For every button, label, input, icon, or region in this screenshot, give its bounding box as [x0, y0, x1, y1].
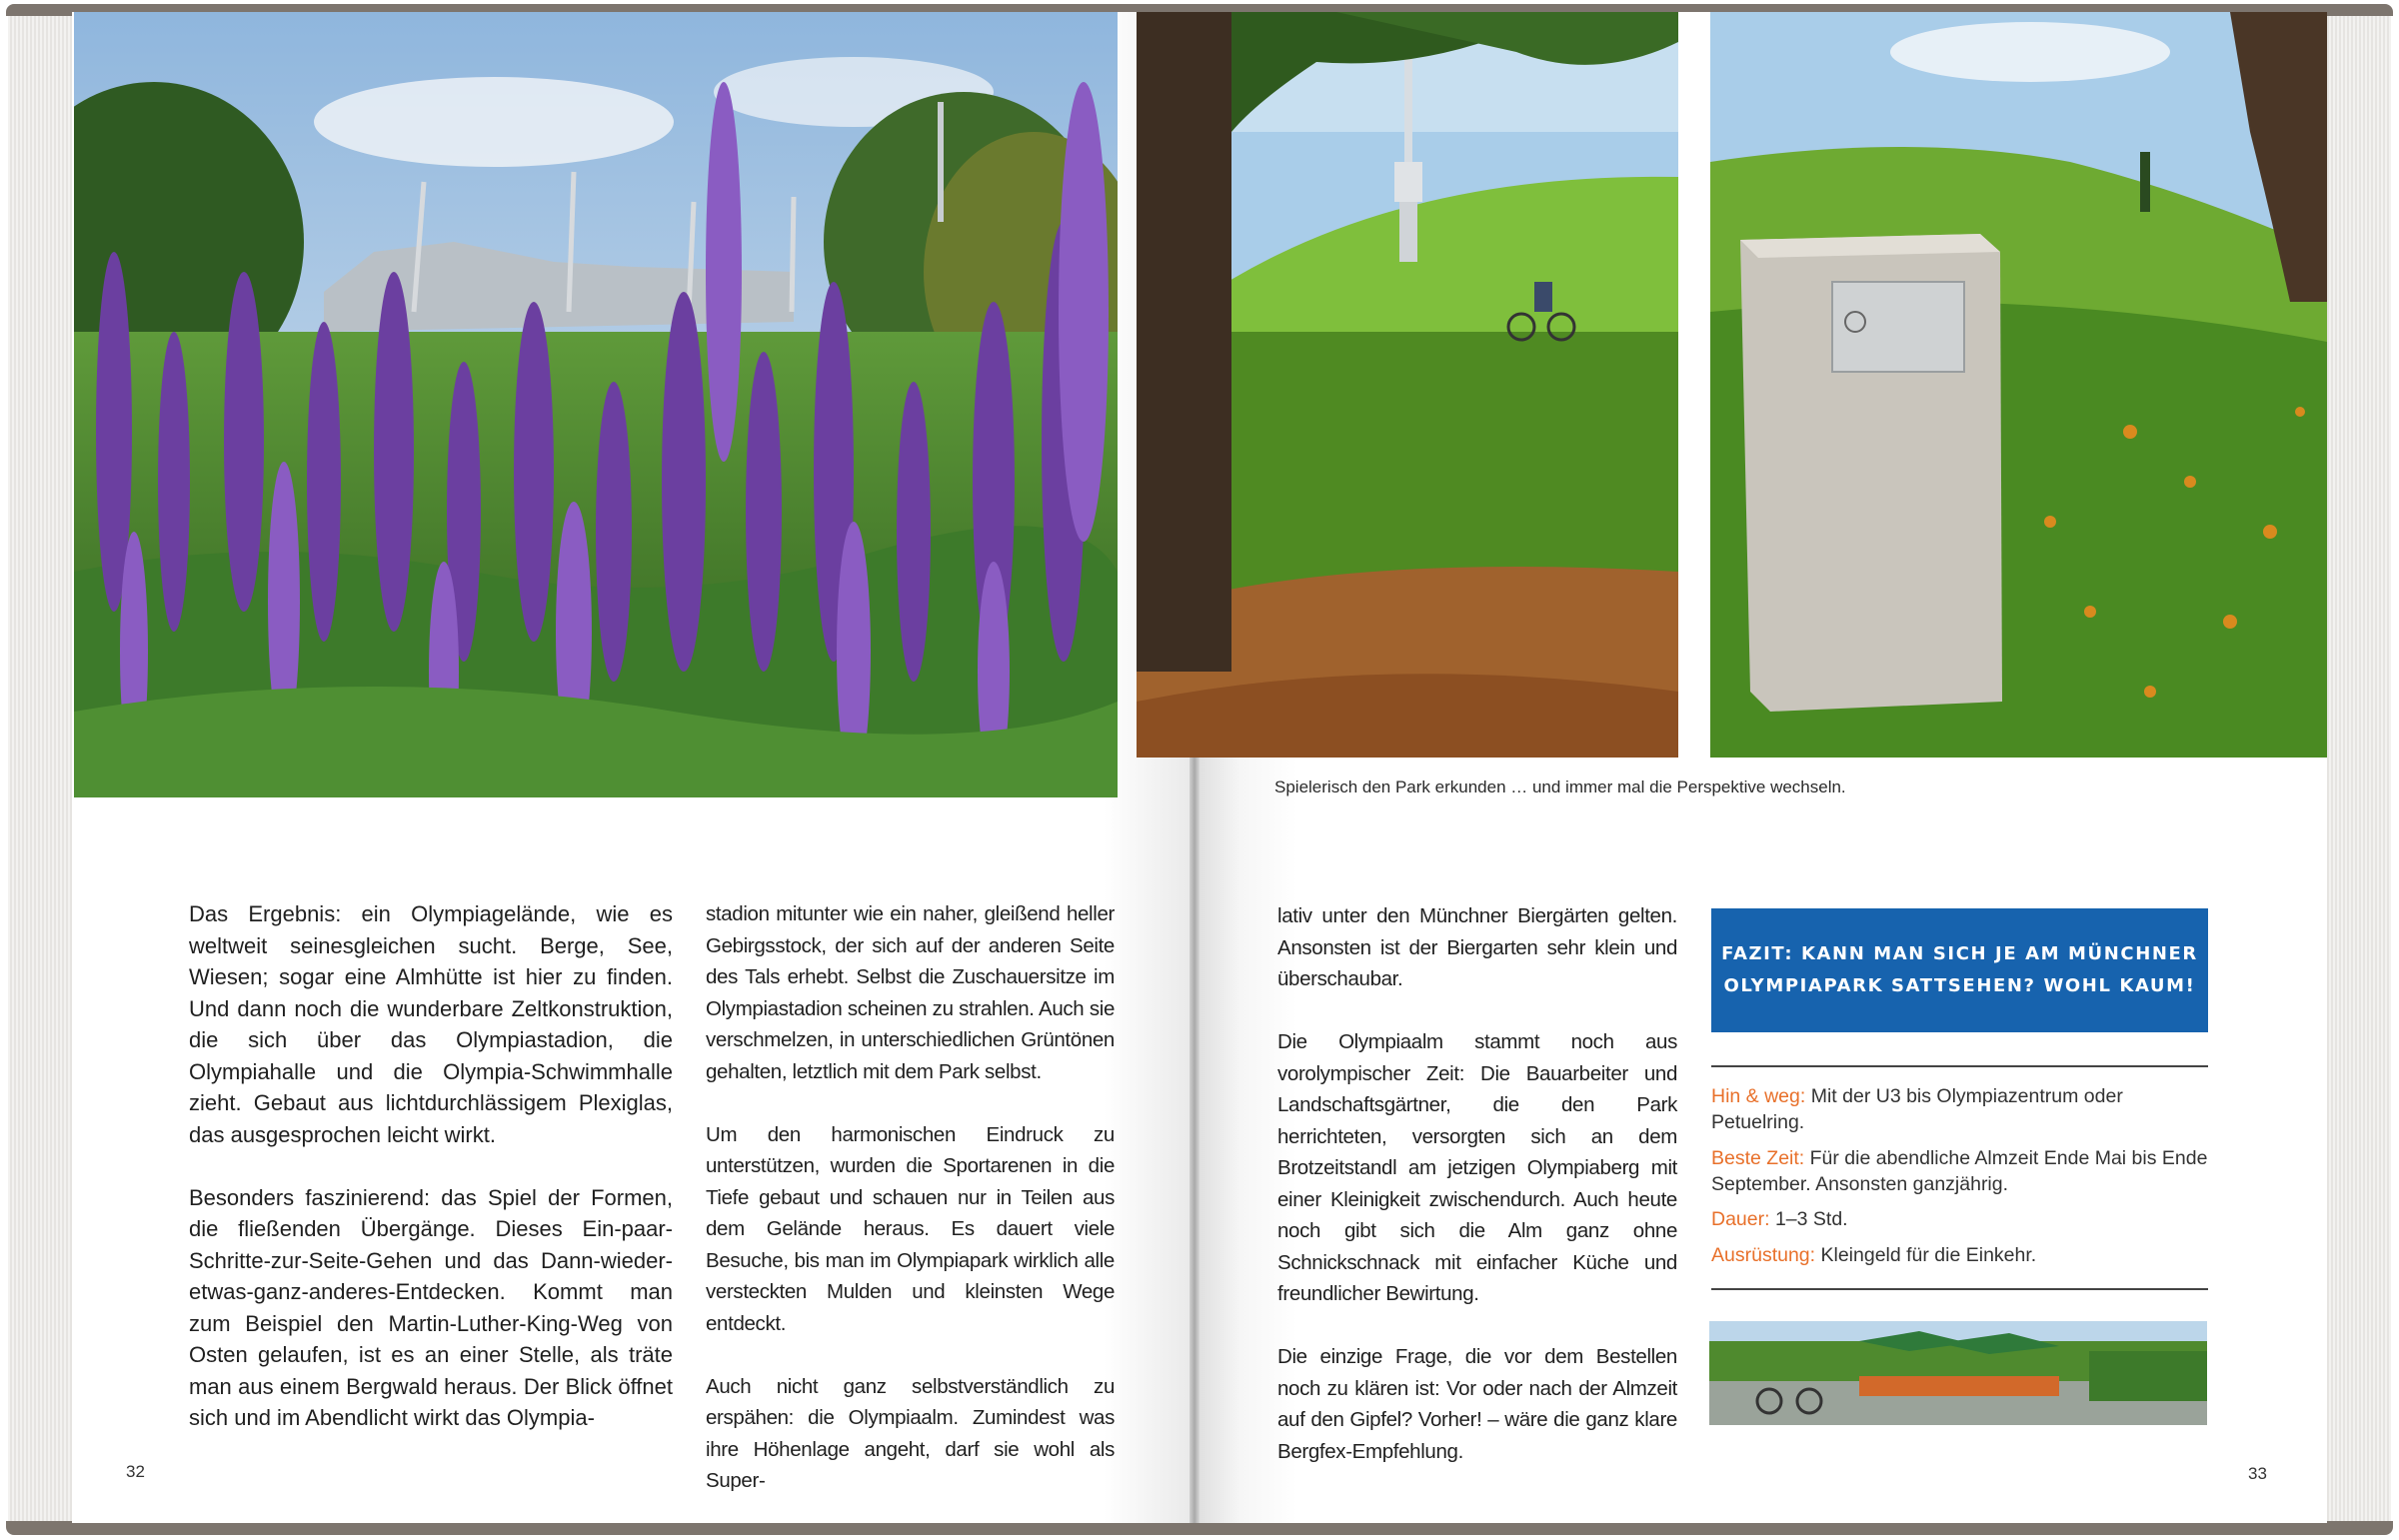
book-cover-bottom — [6, 1521, 2393, 1535]
page-edges-left — [8, 10, 74, 1525]
paragraph: Die Olympiaalm stammt noch aus vorolympischer Zeit: Die Bauarbeiter und Landschaftsgärtner, die den Park herrichteten, versorgten sich an dem Brotzeitstandl am jetzigen Olympiaberg mit einer Kleinigkeit zwischendurch. Auch heute noch gibt sich die Alm ganz ohne Schnickschnack mit einfacher Küche und freundlicher Bewirtung. — [1277, 1030, 1677, 1305]
info-label: Ausrüstung: — [1711, 1244, 1816, 1266]
paragraph: Um den harmonischen Eindruck zu unterstützen, wurden die Sportarenen in die Tiefe gebaut und schauen nur in Teilen aus dem Gelände heraus. Es dauert viele Besuche, bis man im Olympiapark wirklich alle versteckten Mulden und kleinsten Wege entdeckt. — [706, 1122, 1115, 1335]
paragraph: Die einzige Frage, die vor dem Bestellen noch zu klären ist: Vor oder nach der Almzeit auf den Gipfel? Vorher! – wäre die ganz klare Bergfex-Empfehlung. — [1277, 1345, 1677, 1463]
paragraph: stadion mitunter wie ein naher, gleißend heller Gebirgsstock, der sich auf der anderen Seite des Tals erhebt. Selbst die Zuschauersitze im Olympiastadion scheinen zu strahlen. Auch sie verschmelzen, in unterschiedlichen Grüntönen gehalten, letztlich mit dem Park selbst. — [706, 902, 1115, 1083]
page-edges-right — [2325, 10, 2391, 1525]
info-value: Für die abendliche Almzeit Ende Mai bis Ende September. Ansonsten ganzjährig. — [1711, 1147, 2208, 1195]
paragraph: Auch nicht ganz selbstverständlich zu erspähen: die Olympiaalm. Zumindest was ihre Höhenlage angeht, darf sie wohl als Super- — [706, 1374, 1115, 1492]
info-label: Dauer: — [1711, 1208, 1770, 1230]
info-anreise — [1711, 1083, 2211, 1135]
right-column-1 — [1277, 900, 1677, 1467]
photo-olympiaalm-beer-garden — [1709, 1321, 2207, 1425]
left-column-2 — [706, 898, 1115, 1497]
fazit-line-2: OLYMPIAPARK SATTSEHEN? WOHL KAUM! — [1723, 975, 2196, 996]
photo-olympic-hill-tower — [1137, 12, 1678, 758]
info-label: Hin & weg: — [1711, 1085, 1806, 1107]
page-number-right: 33 — [2248, 1464, 2267, 1483]
info-dauer — [1711, 1206, 2211, 1232]
info-divider-top — [1711, 1065, 2208, 1067]
fazit-line-1: FAZIT: KANN MAN SICH JE AM MÜNCHNER — [1721, 943, 2198, 964]
info-label: Beste Zeit: — [1711, 1147, 1805, 1169]
paragraph: Besonders faszinierend: das Spiel der Formen, die fließenden Übergänge. Dieses Ein-paar-Schritte-zur-Seite-Gehen und das Dann-wieder-etwas-ganz-anderes-Entdecken. Kommt man zum Beispiel den Martin-Luther-King-Weg von Osten gelaufen, ist es an einer Stelle, als träte man aus einem Bergwald heraus. Der Blick öffnet sich und im Abendlicht wirkt das Olympia- — [189, 1184, 673, 1430]
photo-salvia-olympic-stadium — [74, 12, 1118, 797]
photo-stone-marker — [1710, 12, 2327, 758]
info-value: Mit der U3 bis Olympiazentrum oder Petuelring. — [1711, 1085, 2123, 1133]
paragraph: lativ unter den Münchner Biergärten gelten. Ansonsten ist der Biergarten sehr klein und überschaubar. — [1277, 904, 1677, 990]
info-value: 1–3 Std. — [1774, 1208, 1848, 1230]
info-divider-bottom — [1711, 1288, 2208, 1290]
info-value: Kleingeld für die Einkehr. — [1820, 1244, 2037, 1266]
info-beste-zeit — [1711, 1145, 2211, 1197]
photo-caption: Spielerisch den Park erkunden … und immer mal die Perspektive wechseln. — [1274, 777, 1846, 796]
paragraph: Das Ergebnis: ein Olympiagelände, wie es weltweit seinesgleichen sucht. Berge, See, Wiesen; sogar eine Almhütte ist hier zu finden. Und dann noch die wunderbare Zeltkonstruktion, die sich über das Olympiastadion, die Olympiahalle und die Olympia-Schwimmhalle zieht. Gebaut aus lichtdurchlässigem Plexiglas, das ausgesprochen leicht wirkt. — [189, 901, 673, 1147]
left-column-1 — [189, 898, 673, 1434]
page-number-left: 32 — [126, 1462, 145, 1481]
info-ausruestung — [1711, 1242, 2211, 1268]
fazit-box — [1711, 908, 2208, 1032]
